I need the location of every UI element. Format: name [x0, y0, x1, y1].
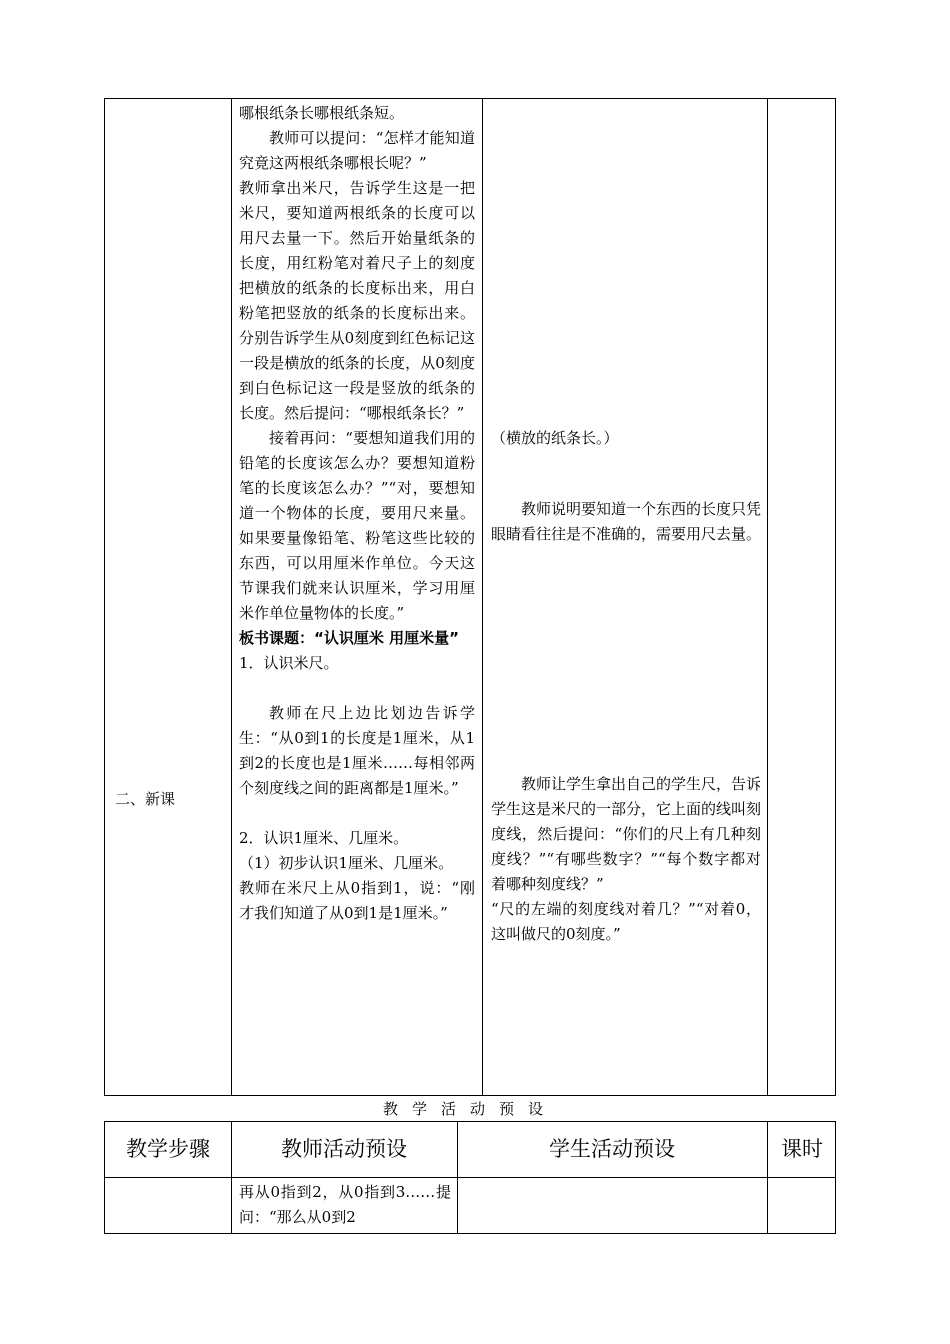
- teacher-paragraph: 接着再问：“要想知道我们用的铅笔的长度该怎么办？要想知道粉笔的长度该怎么办？”“对，要想知道一个物体的长度，要用尺来量。如果要量像铅笔、粉笔这些比较的东西，可以用厘米作单位。今天这节课我们就来认识厘米，学习用厘米作单位量物体的长度。”: [239, 429, 475, 622]
- teacher-paragraph: 教师在尺上边比划边告诉学生：“从0到1的长度是1厘米，从1到2的长度也是1厘米……每相邻两个刻度线之间的距离都是1厘米。”: [239, 704, 475, 797]
- subsection-heading: （1）初步认识1厘米、几厘米。: [239, 854, 454, 872]
- header-class-hours: 课时: [781, 1137, 823, 1161]
- column-divider: [767, 99, 768, 1095]
- student-response: （横放的纸条长。）: [491, 429, 619, 447]
- teacher-paragraph: 教师拿出米尺，告诉学生这是一把米尺，要知道两根纸条的长度可以用尺去量一下。然后开始量纸条的长度，用红粉笔对着尺子上的刻度把横放的纸条的长度标出来，用白粉笔把竖放的纸条的长度标出来。分别告诉学生从0刻度到红色标记这一段是横放的纸条的长度，从0刻度到白色标记这一段是竖放的纸条的长度。然后提问：“哪根纸条长？”: [239, 179, 475, 422]
- board-title: 板书课题：“认识厘米 用厘米量”: [239, 629, 459, 647]
- table-caption: 教学活动预设: [382, 1100, 557, 1118]
- teacher-paragraph: 教师在米尺上从0指到1，说：“刚才我们知道了从0到1是1厘米。”: [239, 879, 475, 922]
- lesson-table-upper: [104, 98, 836, 1096]
- student-activity-cell: [491, 497, 761, 547]
- section-heading: 1．认识米尺。: [239, 654, 339, 672]
- header-teacher-activity: 教师活动预设: [281, 1137, 407, 1161]
- teacher-paragraph: 哪根纸条长哪根纸条短。: [239, 104, 405, 122]
- student-activity-cell: [491, 772, 761, 947]
- header-student-activity: 学生活动预设: [549, 1137, 675, 1161]
- step-label: 二、新课: [115, 790, 176, 808]
- student-paragraph: “尺的左端的刻度线对着几？”“对着0，这叫做尺的0刻度。”: [491, 900, 761, 943]
- header-teaching-steps: 教学步骤: [126, 1137, 210, 1161]
- section-heading: 2．认识1厘米、几厘米。: [239, 829, 409, 847]
- teacher-activity-cell: [239, 1180, 451, 1230]
- teacher-paragraph: 再从0指到2，从0指到3……提问：“那么从0到2: [239, 1183, 451, 1226]
- lesson-table-lower: [104, 1121, 836, 1234]
- row-divider: [105, 1177, 835, 1178]
- student-paragraph: 教师让学生拿出自己的学生尺，告诉学生这是米尺的一部分，它上面的线叫刻度线，然后提问：“你们的尺上有几种刻度线？”“有哪些数字？”“每个数字都对着哪种刻度线？”: [491, 775, 762, 893]
- column-divider: [482, 99, 483, 1095]
- teacher-activity-cell: [239, 101, 475, 926]
- teacher-paragraph: 教师可以提问：“怎样才能知道究竟这两根纸条哪根长呢？”: [239, 129, 475, 172]
- student-paragraph: 教师说明要知道一个东西的长度只凭眼睛看往往是不准确的，需要用尺去量。: [491, 500, 762, 543]
- column-divider: [231, 99, 232, 1095]
